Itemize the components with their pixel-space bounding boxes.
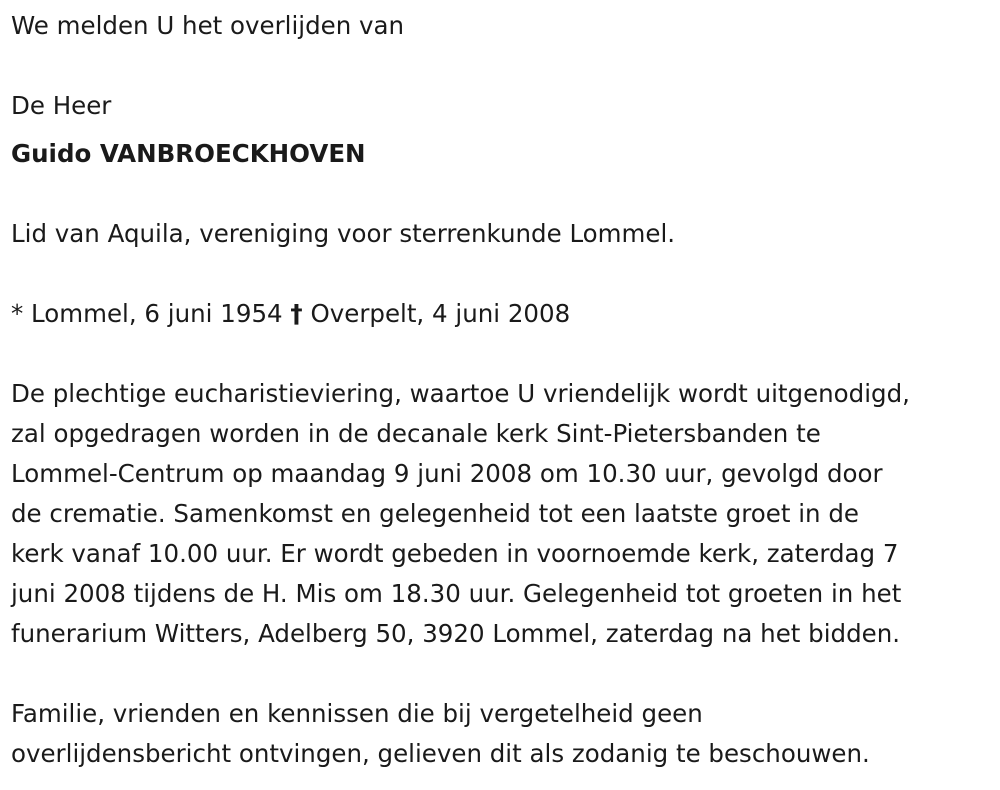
deceased-name: Guido VANBROECKHOVEN [11, 139, 366, 168]
cross-icon: † [290, 299, 303, 328]
closing-line: overlijdensbericht ontvingen, gelieven dit als zodanig te beschouwen. [11, 739, 870, 768]
ceremony-line: juni 2008 tijdens de H. Mis om 18.30 uur. Gelegenheid tot groeten in het [11, 579, 902, 608]
ceremony-line: Lommel-Centrum op maandag 9 juni 2008 om 10.30 uur, gevolgd door [11, 459, 883, 488]
closing-paragraph [11, 694, 870, 774]
intro-text: We melden U het overlijden van [11, 11, 405, 40]
ceremony-line: funerarium Witters, Adelberg 50, 3920 Lommel, zaterdag na het bidden. [11, 619, 901, 648]
life-dates [11, 294, 570, 334]
closing-line: Familie, vrienden en kennissen die bij vergetelheid geen [11, 699, 703, 728]
death-info: Overpelt, 4 juni 2008 [310, 299, 571, 328]
ceremony-line: De plechtige eucharistieviering, waartoe U vriendelijk wordt uitgenodigd, [11, 379, 910, 408]
ceremony-line: kerk vanaf 10.00 uur. Er wordt gebeden in voornoemde kerk, zaterdag 7 [11, 539, 899, 568]
salutation: De Heer [11, 91, 112, 120]
birth-info: * Lommel, 6 juni 1954 [11, 299, 283, 328]
ceremony-line: de crematie. Samenkomst en gelegenheid tot een laatste groet in de [11, 499, 860, 528]
membership-text: Lid van Aquila, vereniging voor sterrenkunde Lommel. [11, 219, 676, 248]
ceremony-paragraph [11, 374, 910, 654]
ceremony-line: zal opgedragen worden in de decanale kerk Sint-Pietersbanden te [11, 419, 821, 448]
